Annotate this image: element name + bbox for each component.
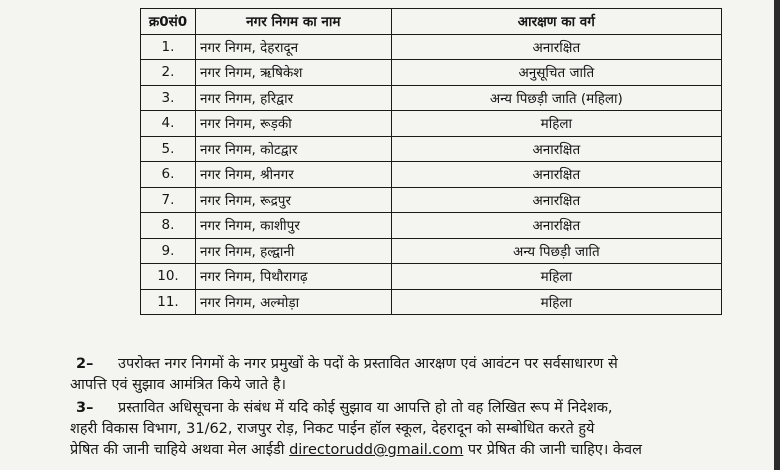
header-serial-number: क्र0सं0: [141, 9, 196, 35]
table-row: [141, 111, 722, 137]
row-serial-number: 1.: [141, 34, 196, 60]
row-corporation-name: नगर निगम, अल्मोड़ा: [195, 289, 391, 315]
paragraph-2-line-1: [70, 354, 752, 375]
row-corporation-name: नगर निगम, श्रीनगर: [195, 162, 391, 188]
page-edge-shadow: [774, 0, 780, 470]
row-reservation-category: अन्य पिछड़ी जाति (महिला): [391, 85, 721, 111]
header-corporation-name: नगर निगम का नाम: [195, 9, 391, 35]
row-corporation-name: नगर निगम, हरिद्वार: [195, 85, 391, 111]
table-row: [141, 34, 722, 60]
row-reservation-category: अनारक्षित: [391, 213, 721, 239]
row-reservation-category: अनारक्षित: [391, 187, 721, 213]
row-serial-number: 11.: [141, 289, 196, 315]
row-reservation-category: अनारक्षित: [391, 136, 721, 162]
table-row: [141, 213, 722, 239]
row-corporation-name: नगर निगम, कोटद्वार: [195, 136, 391, 162]
row-corporation-name: नगर निगम, देहरादून: [195, 34, 391, 60]
row-serial-number: 5.: [141, 136, 196, 162]
reservation-table: [140, 8, 722, 315]
table-row: [141, 162, 722, 188]
paragraph-2: [70, 354, 752, 396]
row-corporation-name: नगर निगम, हल्द्वानी: [195, 238, 391, 264]
row-reservation-category: महिला: [391, 111, 721, 137]
header-reservation-category: आरक्षण का वर्ग: [391, 9, 721, 35]
paragraph-3-text-3a: प्रेषित की जानी चाहिये अथवा मेल आईडी: [70, 442, 290, 458]
row-corporation-name: नगर निगम, पिथौरागढ़: [195, 264, 391, 290]
paragraph-2-number: 2–: [76, 356, 94, 372]
paragraph-3-text-2: शहरी विकास विभाग, 31/62, राजपुर रोड़, निकट पाईन हॉल स्कूल, देहरादून को सम्बोधित करते हुये: [70, 421, 595, 437]
table-row: [141, 289, 722, 315]
table-row: [141, 238, 722, 264]
table-row: [141, 187, 722, 213]
row-serial-number: 3.: [141, 85, 196, 111]
table-row: [141, 60, 722, 86]
table-row: [141, 85, 722, 111]
row-reservation-category: अनारक्षित: [391, 34, 721, 60]
row-serial-number: 4.: [141, 111, 196, 137]
row-corporation-name: नगर निगम, काशीपुर: [195, 213, 391, 239]
paragraph-2-text-2: आपत्ति एवं सुझाव आमंत्रित किये जाते है।: [70, 377, 286, 393]
row-reservation-category: महिला: [391, 264, 721, 290]
row-serial-number: 10.: [141, 264, 196, 290]
row-reservation-category: अनुसूचित जाति: [391, 60, 721, 86]
row-serial-number: 6.: [141, 162, 196, 188]
row-reservation-category: महिला: [391, 289, 721, 315]
paragraph-3-text-3b: पर प्रेषित की जानी चाहिए। केवल: [463, 442, 642, 458]
paragraph-3: [70, 398, 752, 461]
paragraph-3-number: 3–: [76, 400, 94, 416]
row-reservation-category: अन्य पिछड़ी जाति: [391, 238, 721, 264]
row-serial-number: 2.: [141, 60, 196, 86]
row-corporation-name: नगर निगम, रूद्रपुर: [195, 187, 391, 213]
row-serial-number: 9.: [141, 238, 196, 264]
row-corporation-name: नगर निगम, रूड़की: [195, 111, 391, 137]
paragraph-3-line-3: [70, 440, 752, 461]
table-row: [141, 264, 722, 290]
row-corporation-name: नगर निगम, ऋषिकेश: [195, 60, 391, 86]
paragraph-3-text-1: प्रस्तावित अधिसूचना के संबंध में यदि कोई सुझाव या आपत्ति हो तो वह लिखित रूप में निदेशक,: [118, 400, 613, 416]
row-reservation-category: अनारक्षित: [391, 162, 721, 188]
row-serial-number: 7.: [141, 187, 196, 213]
table-header-row: [141, 9, 722, 35]
table-row: [141, 136, 722, 162]
paragraph-3-line-1: [70, 398, 752, 419]
row-serial-number: 8.: [141, 213, 196, 239]
paragraph-2-text-1: उपरोक्त नगर निगमों के नगर प्रमुखों के पदों के प्रस्तावित आरक्षण एवं आवंटन पर सर्वसाधारण से: [118, 356, 618, 372]
email-link[interactable]: directorudd@gmail.com: [289, 442, 464, 458]
